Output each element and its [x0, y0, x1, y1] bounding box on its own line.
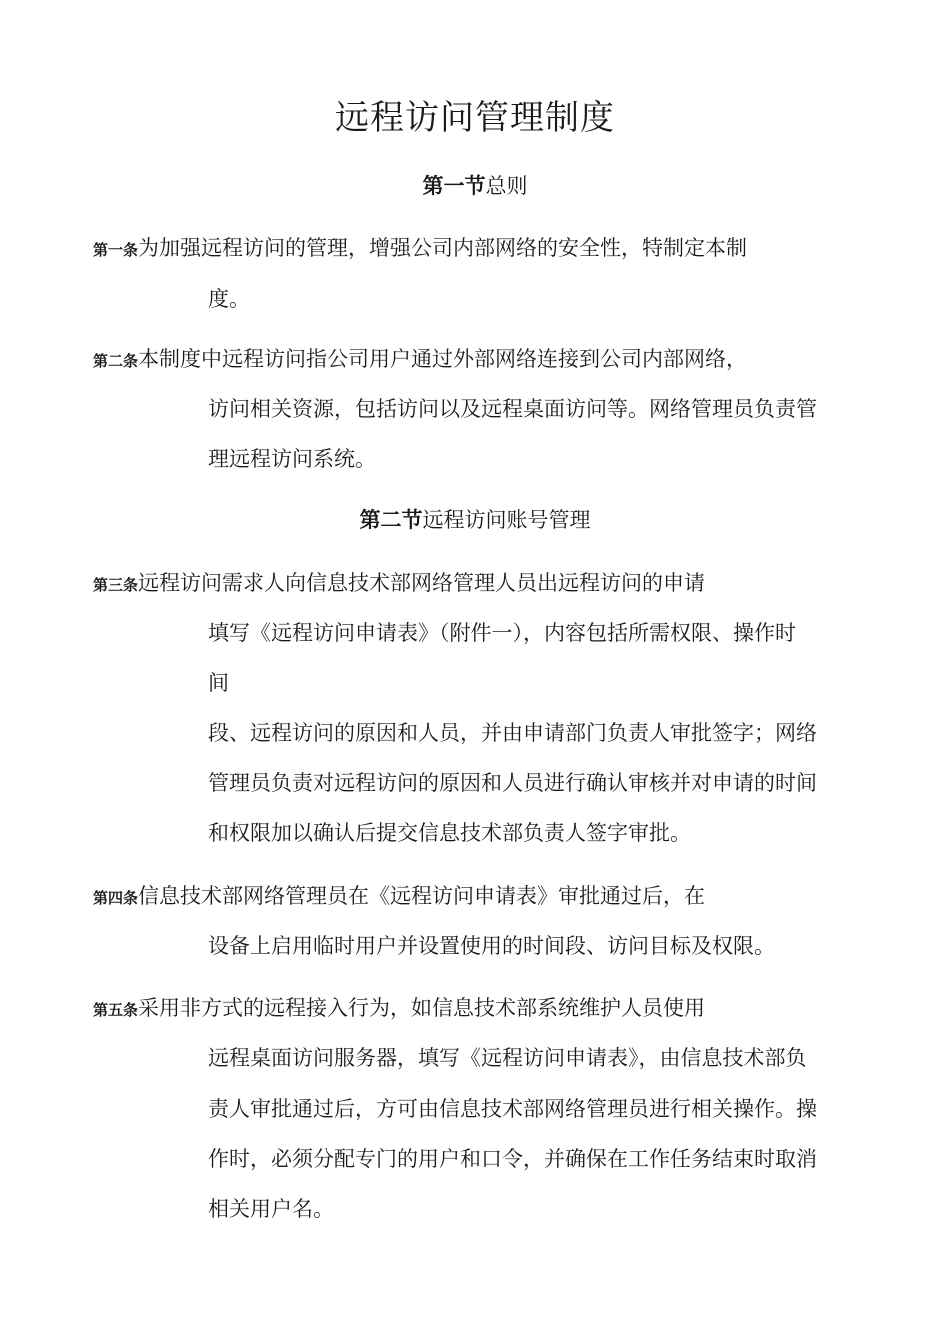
article-number: 第一条	[93, 241, 139, 259]
article-line: 作时，必须分配专门的用户和口令，并确保在工作任务结束时取消	[208, 1147, 817, 1171]
article-line: 信息技术部网络管理员在《远程访问申请表》审批通过后，在	[138, 884, 706, 908]
article-line: 远程桌面访问服务器，填写《远程访问申请表》，由信息技术部负	[208, 1046, 807, 1070]
article-number: 第二条	[93, 352, 139, 370]
article-line: 访问相关资源，包括访问以及远程桌面访问等。网络管理员负责管	[208, 397, 817, 421]
article-line: 责人审批通过后，方可由信息技术部网络管理员进行相关操作。操	[208, 1097, 817, 1121]
article-line: 管理员负责对远程访问的原因和人员进行确认审核并对申请的时间	[208, 771, 817, 795]
article-line: 理远程访问系统。	[208, 447, 376, 471]
article-line: 为加强远程访问的管理，增强公司内部网络的安全性，特制定本制	[138, 236, 748, 260]
article-line: 相关用户名。	[208, 1197, 334, 1221]
article-line: 和权限加以确认后提交信息技术部负责人签字审批。	[208, 821, 691, 845]
section-number: 第二节	[359, 508, 423, 532]
document-title: 远程访问管理制度	[335, 98, 615, 138]
article-line: 设备上启用临时用户并设置使用的时间段、访问目标及权限。	[208, 934, 775, 958]
article-4	[93, 881, 705, 913]
section-number: 第一节	[422, 174, 486, 198]
article-line: 采用非方式的远程接入行为，如信息技术部系统维护人员使用	[138, 996, 706, 1020]
section-heading-1	[0, 171, 950, 201]
article-1	[93, 233, 747, 265]
article-5	[93, 993, 705, 1025]
article-line: 本制度中远程访问指公司用户通过外部网络连接到公司内部网络，	[138, 347, 748, 371]
section-title: 总则	[485, 174, 528, 198]
article-line: 度。	[208, 287, 250, 311]
article-number: 第四条	[93, 889, 139, 907]
article-number: 第三条	[93, 576, 139, 594]
article-number: 第五条	[93, 1001, 139, 1019]
section-heading-2	[0, 505, 950, 535]
section-title: 远程访问账号管理	[422, 508, 591, 532]
article-line: 间	[208, 671, 229, 695]
article-line: 远程访问需求人向信息技术部网络管理人员出远程访问的申请	[138, 571, 706, 595]
article-2	[93, 344, 747, 376]
article-3	[93, 568, 705, 600]
article-line: 段、远程访问的原因和人员，并由申请部门负责人审批签字；网络	[208, 721, 817, 745]
article-line: 填写《远程访问申请表》（附件一），内容包括所需权限、操作时	[208, 621, 796, 645]
